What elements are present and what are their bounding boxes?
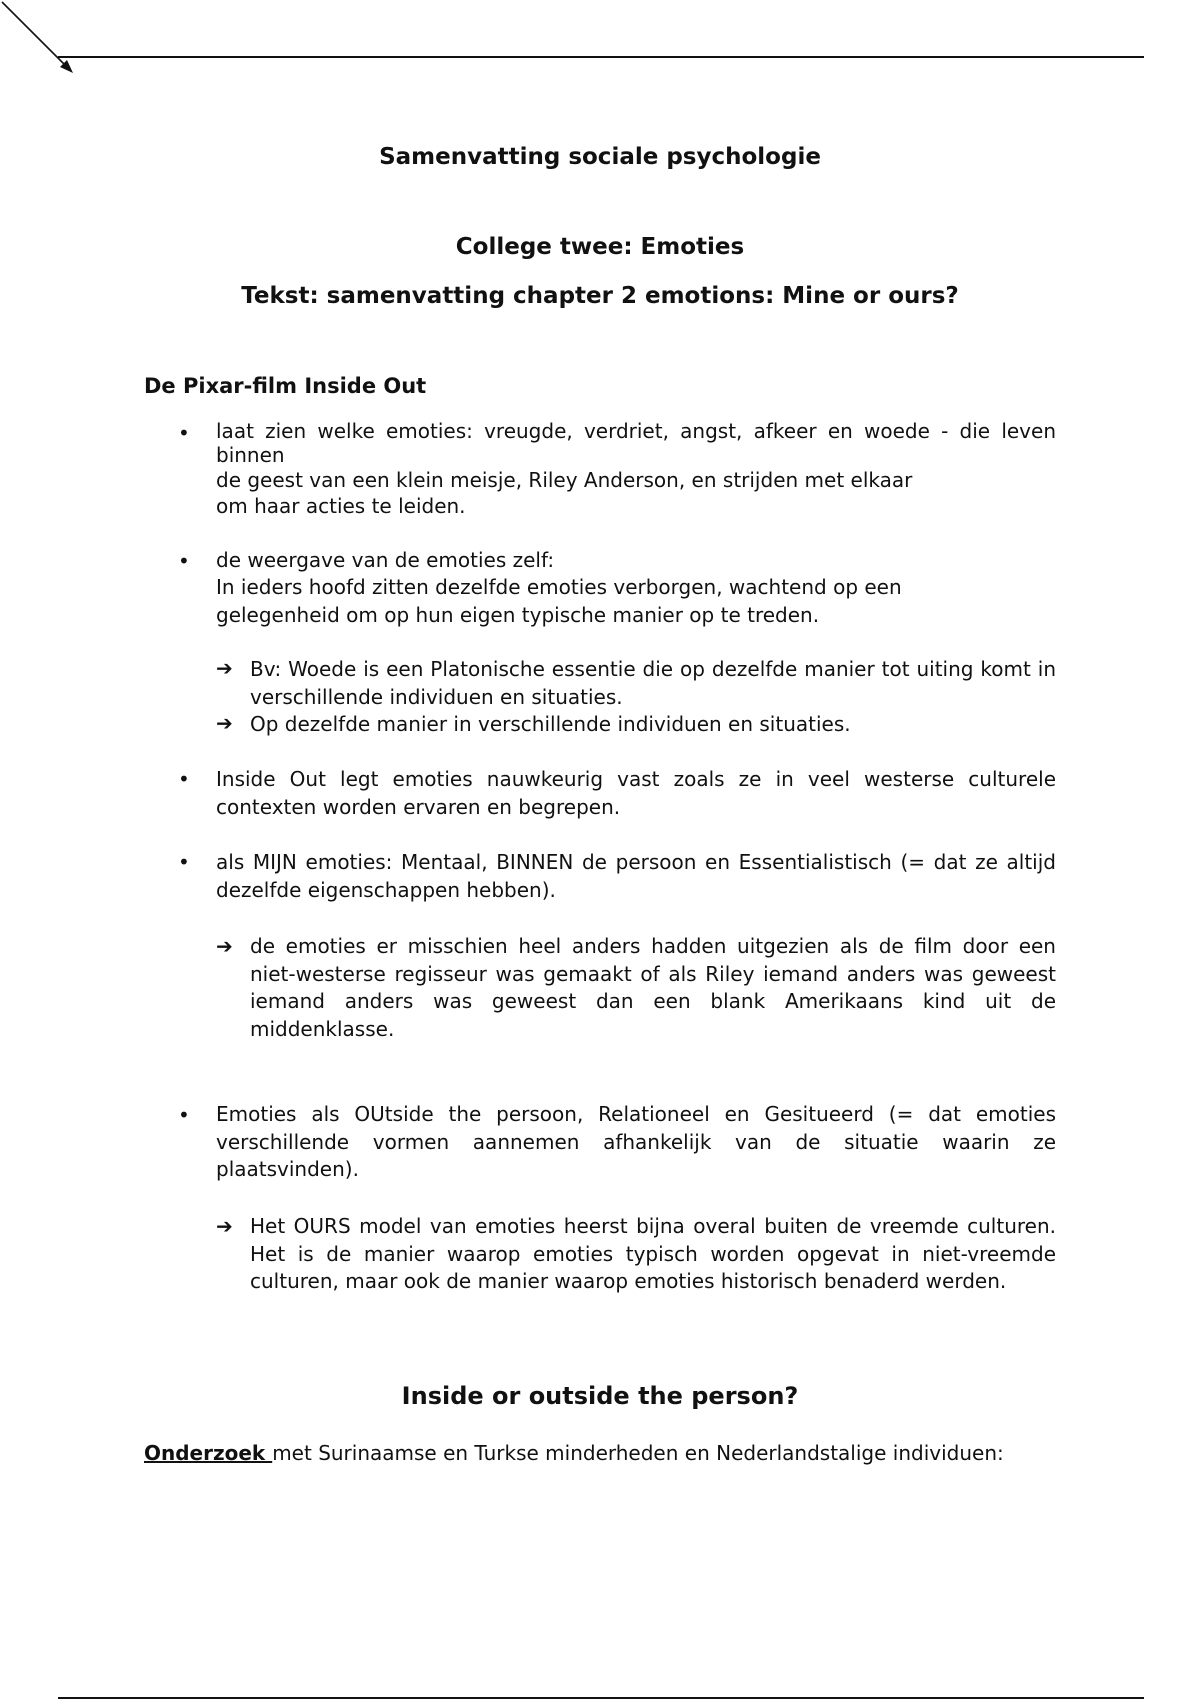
corner-arrow-icon <box>0 0 80 80</box>
text-title: Tekst: samenvatting chapter 2 emotions: Mine or ours? <box>241 283 959 309</box>
section-heading: De Pixar-film Inside Out <box>144 374 427 398</box>
arrow-right-icon: ➔ <box>216 711 233 735</box>
onderzoek-text: met Surinaamse en Turkse minderheden en Nederlandstalige individuen: <box>272 1441 1004 1465</box>
bullet-1-line-3: om haar acties te leiden. <box>216 494 466 518</box>
bullet-1-line-1: laat zien welke emoties: vreugde, verdriet, angst, afkeer en woede - die leven binnen <box>216 419 1056 467</box>
bullet-item-4: als MIJN emoties: Mentaal, BINNEN de persoon en Essentialistisch (= dat ze altijd dezelfde eigenschappen hebben). <box>216 850 1056 902</box>
arrow-text-2: Op dezelfde manier in verschillende individuen en situaties. <box>250 712 851 736</box>
bullet-marker: • <box>178 421 190 445</box>
bullet-marker: • <box>178 549 190 573</box>
arrow-right-icon: ➔ <box>216 656 233 680</box>
bullet-2-line-1: de weergave van de emoties zelf: <box>216 548 555 572</box>
arrow-text-3: de emoties er misschien heel anders hadden uitgezien als de film door een niet-westerse regisseur was gemaakt of als Riley iemand anders was geweest iemand anders was geweest dan een blank Amerikaans kind uit de middenklasse. <box>250 934 1056 1041</box>
onderzoek-paragraph <box>144 1440 1056 1466</box>
college-title: College twee: Emoties <box>455 234 745 260</box>
top-rule <box>58 56 1144 58</box>
arrow-right-icon: ➔ <box>216 934 233 958</box>
main-title: Samenvatting sociale psychologie <box>379 144 821 170</box>
bullet-marker: • <box>178 767 190 791</box>
bullet-item-3: Inside Out legt emoties nauwkeurig vast zoals ze in veel westerse culturele contexten worden ervaren en begrepen. <box>216 767 1056 819</box>
bullet-marker: • <box>178 850 190 874</box>
arrow-right-icon: ➔ <box>216 1214 233 1238</box>
bullet-item-5: Emoties als OUtside the persoon, Relationeel en Gesitueerd (= dat emoties verschillende vormen aannemen afhankelijk van de situatie waarin ze plaatsvinden). <box>216 1102 1056 1181</box>
arrow-text-1: Bv: Woede is een Platonische essentie die op dezelfde manier tot uiting komt in verschillende individuen en situaties. <box>250 657 1056 709</box>
onderzoek-label: Onderzoek <box>144 1441 273 1465</box>
bullet-marker: • <box>178 1103 190 1127</box>
bullet-1-line-2: de geest van een klein meisje, Riley Anderson, en strijden met elkaar <box>216 468 913 492</box>
bullet-2-line-2: In ieders hoofd zitten dezelfde emoties verborgen, wachtend op een gelegenheid om op hun eigen typische manier op te treden. <box>216 575 902 627</box>
arrow-text-4: Het OURS model van emoties heerst bijna overal buiten de vreemde culturen. Het is de manier waarop emoties typisch worden opgevat in niet-vreemde culturen, maar ook de manier waarop emoties historisch benaderd werden. <box>250 1214 1056 1293</box>
section-title-2: Inside or outside the person? <box>401 1382 799 1410</box>
bottom-rule <box>58 1697 1144 1699</box>
bullet-item-1 <box>216 419 1056 519</box>
bullet-item-2 <box>216 547 1056 629</box>
